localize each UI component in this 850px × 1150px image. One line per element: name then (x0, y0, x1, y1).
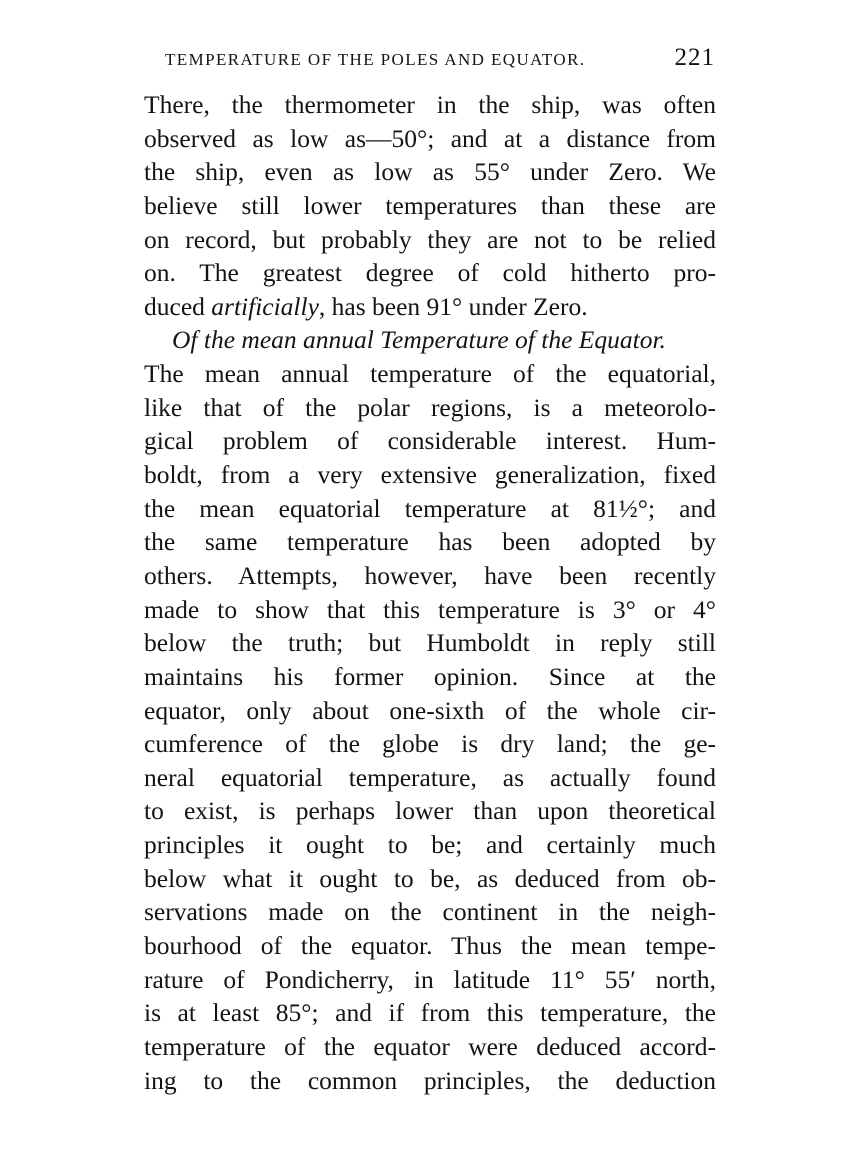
text-line: boldt, from a very extensive generalization, fixed (144, 460, 716, 490)
text-line: others. Attempts, however, have been recently (144, 560, 716, 590)
text-line: principles it ought to be; and certainly much (144, 830, 716, 860)
text-line: on. The greatest degree of cold hitherto pro- (144, 258, 716, 288)
text-line: bourhood of the equator. Thus the mean tempe- (144, 931, 716, 961)
text-line: made to show that this temperature is 3° or 4° (144, 594, 716, 624)
text-line: is at least 85°; and if from this temperature, the (144, 998, 716, 1028)
text-line: gical problem of considerable interest. Hum- (144, 426, 716, 456)
text-line: below what it ought to be, as deduced from ob- (144, 863, 716, 893)
emphasized-word: artificially (211, 291, 319, 321)
text-line: on record, but probably they are not to be relied (144, 224, 716, 254)
text-line: equator, only about one-sixth of the whole cir- (144, 695, 716, 725)
text-line: neral equatorial temperature, as actually found (144, 762, 716, 792)
page-number: 221 (674, 44, 715, 71)
text-fragment: , has been 91° under Zero. (318, 291, 588, 321)
text-line: the same temperature has been adopted by (144, 527, 716, 557)
text-line: rature of Pondicherry, in latitude 11° 55′ north, (144, 964, 716, 994)
text-line: maintains his former opinion. Since at the (144, 661, 716, 691)
text-line: to exist, is perhaps lower than upon theoretical (144, 796, 716, 826)
text-line: like that of the polar regions, is a meteorolo- (144, 392, 716, 422)
text-line: ing to the common principles, the deduction (144, 1065, 716, 1095)
running-head (165, 46, 715, 76)
text-line: servations made on the continent in the neigh- (144, 897, 716, 927)
running-head-title: TEMPERATURE OF THE POLES AND EQUATOR. (165, 50, 586, 69)
text-line: cumference of the globe is dry land; the ge- (144, 729, 716, 759)
text-line: the ship, even as low as 55° under Zero. We (144, 157, 716, 187)
text-fragment: duced (144, 291, 212, 321)
text-line: temperature of the equator were deduced accord- (144, 1031, 716, 1061)
text-line: below the truth; but Humboldt in reply still (144, 628, 716, 658)
text-line: observed as low as—50°; and at a distance from (144, 123, 716, 153)
body-text (144, 88, 716, 1097)
section-heading: Of the mean annual Temperature of the Equator. (172, 325, 666, 355)
text-line: The mean annual temperature of the equatorial, (144, 359, 716, 389)
text-line: There, the thermometer in the ship, was often (144, 90, 716, 119)
text-line: the mean equatorial temperature at 81½°; and (144, 493, 716, 523)
text-line: believe still lower temperatures than these are (144, 190, 716, 220)
text-line-last (144, 290, 716, 324)
